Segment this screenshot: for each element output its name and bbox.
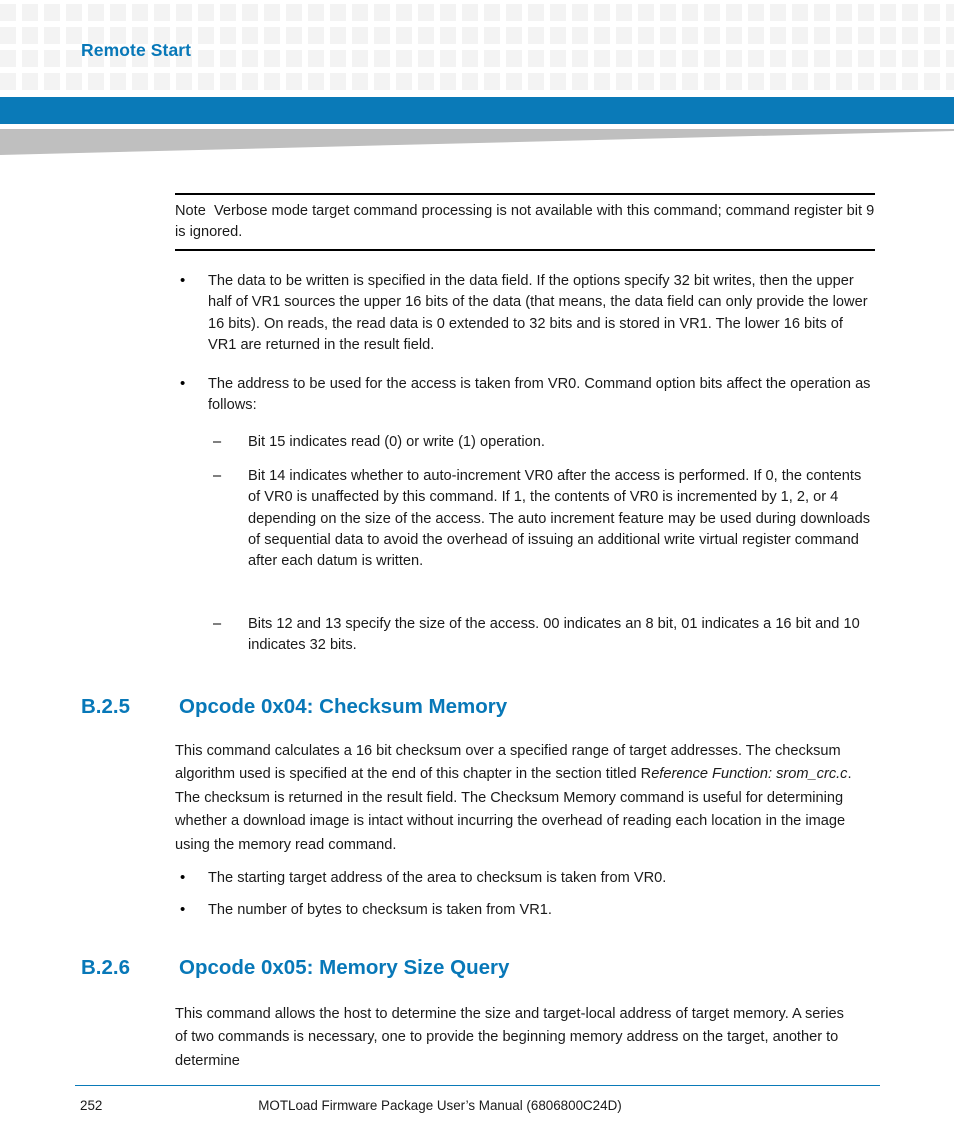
bullet-list-top	[175, 271, 875, 367]
section-heading-b26	[81, 956, 881, 980]
sub-list-item: – Bits 12 and 13 specify the size of the access. 00 indicates an 8 bit, 01 indicates a 16 bit and 10 indicates 32 bits.	[208, 614, 875, 657]
sub-list-item	[208, 466, 875, 572]
section-number: B.2.6	[81, 956, 130, 979]
list-item: • The address to be used for the access is taken from VR0. Command option bits affect the operation as follows:	[175, 374, 875, 417]
sub-list-item-text: Bit 14 indicates whether to auto-increment VR0 after the access is performed. If 0, the contents of VR0 is unaffected by this command. If 1, the contents of VR0 is incremented by 1, 2, or 4 depending on the size of the access.	[248, 468, 862, 527]
footer-document-title: MOTLoad Firmware Package User’s Manual (6806800C24D)	[258, 1098, 622, 1113]
note-body: Verbose mode target command processing is not available with this command; command register bit 9 is ignored.	[175, 203, 875, 240]
section-number: B.2.5	[81, 695, 130, 718]
paragraph-checksum-memory	[175, 740, 877, 857]
sub-bullet-list	[175, 432, 875, 464]
paragraph-italic-reference: eference Function: srom_crc.c	[651, 766, 848, 783]
paragraph-part-1: This command calculates a 16 bit checksum over a specified range of target addresses. The checksum algorithm used is specified at the end of this chapter in the section titled R	[175, 743, 841, 783]
sub-bullet-list-autoinc	[175, 466, 875, 583]
list-item: • The starting target address of the area to checksum is taken from VR0.	[175, 868, 875, 889]
paragraph-part-2: . The checksum is returned in the result field. The Checksum Memory command is useful for determining whether a download image is intact without incurring the overhead of reading each location in the image using the memory read command.	[175, 766, 852, 853]
list-item: • The number of bytes to checksum is taken from VR1.	[175, 900, 875, 921]
bullet-list-address	[175, 374, 875, 428]
running-head: Remote Start	[81, 40, 192, 60]
sub-list-item-extra: The auto increment feature may be used during downloads of sequential data to avoid the overhead of issuing an additional write virtual register command after each datum is written.	[248, 510, 870, 570]
footer-rule	[75, 1085, 880, 1086]
sub-list-item: – Bit 15 indicates read (0) or write (1) operation.	[208, 432, 875, 453]
list-item: • The data to be written is specified in the data field. If the options specify 32 bit writes, then the upper half of VR1 sources the upper 16 bits of the data (that means, the data field can only provide the lower 16 bits). On reads, the read data is 0 extended to 32 bits and is stored in VR1. The lower 16 bits of VR1 are returned in the result field.	[175, 271, 875, 356]
footer-page-number: 252	[80, 1098, 103, 1113]
note-label: Note	[175, 203, 206, 219]
header-square-row	[0, 4, 954, 21]
section-title: Opcode 0x05: Memory Size Query	[179, 956, 510, 979]
note-box	[175, 193, 875, 251]
header-blue-bar	[0, 97, 954, 124]
note-text	[175, 201, 875, 242]
header-grey-wedge	[0, 129, 954, 157]
bullet-list-checksum	[175, 868, 875, 922]
header-square-row	[0, 73, 954, 90]
paragraph-memory-size-query: This command allows the host to determine the size and target-local address of target memory. A series of two commands is necessary, one to provide the beginning memory address on the target, another to determine	[175, 1006, 844, 1069]
section-heading-b25	[81, 695, 881, 719]
section-title: Opcode 0x04: Checksum Memory	[179, 695, 508, 718]
sub-bullet-list-size	[175, 614, 875, 668]
